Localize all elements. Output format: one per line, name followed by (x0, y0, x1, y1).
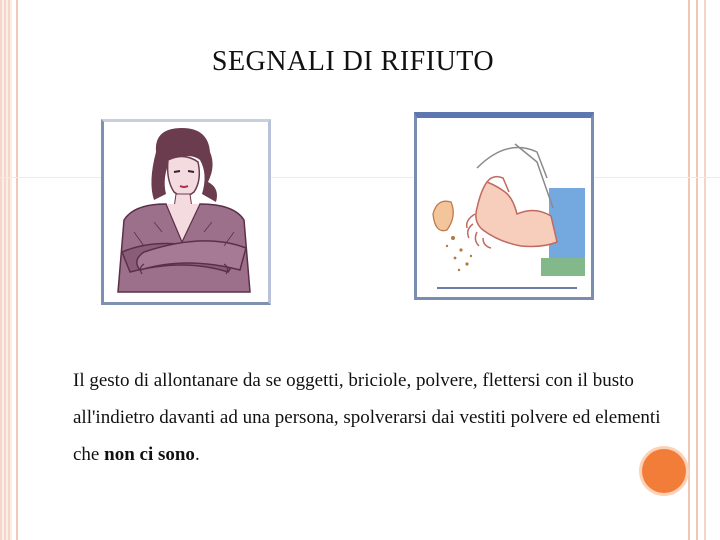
hand-brushing-image (414, 112, 594, 300)
slide-title: SEGNALI DI RIFIUTO (211, 46, 495, 77)
hand-brushing-away-illustration (417, 118, 591, 297)
woman-arms-crossed-illustration (104, 122, 268, 302)
paragraph-text: Il gesto di allontanare da se oggetti, briciole, polvere, flettersi con il busto all'indietro davanti ad una persona, spolverarsi dai vestiti polvere ed elementi che (73, 370, 661, 465)
slide-frame-right-line (704, 0, 706, 540)
slide-frame-right (688, 0, 698, 540)
body-paragraph (73, 362, 673, 473)
woman-arms-crossed-image (101, 119, 271, 305)
decorative-orange-circle (642, 449, 686, 493)
paragraph-end: . (194, 444, 200, 465)
paragraph-emphasis: non ci sono (104, 444, 195, 465)
slide-frame-left (0, 0, 12, 540)
